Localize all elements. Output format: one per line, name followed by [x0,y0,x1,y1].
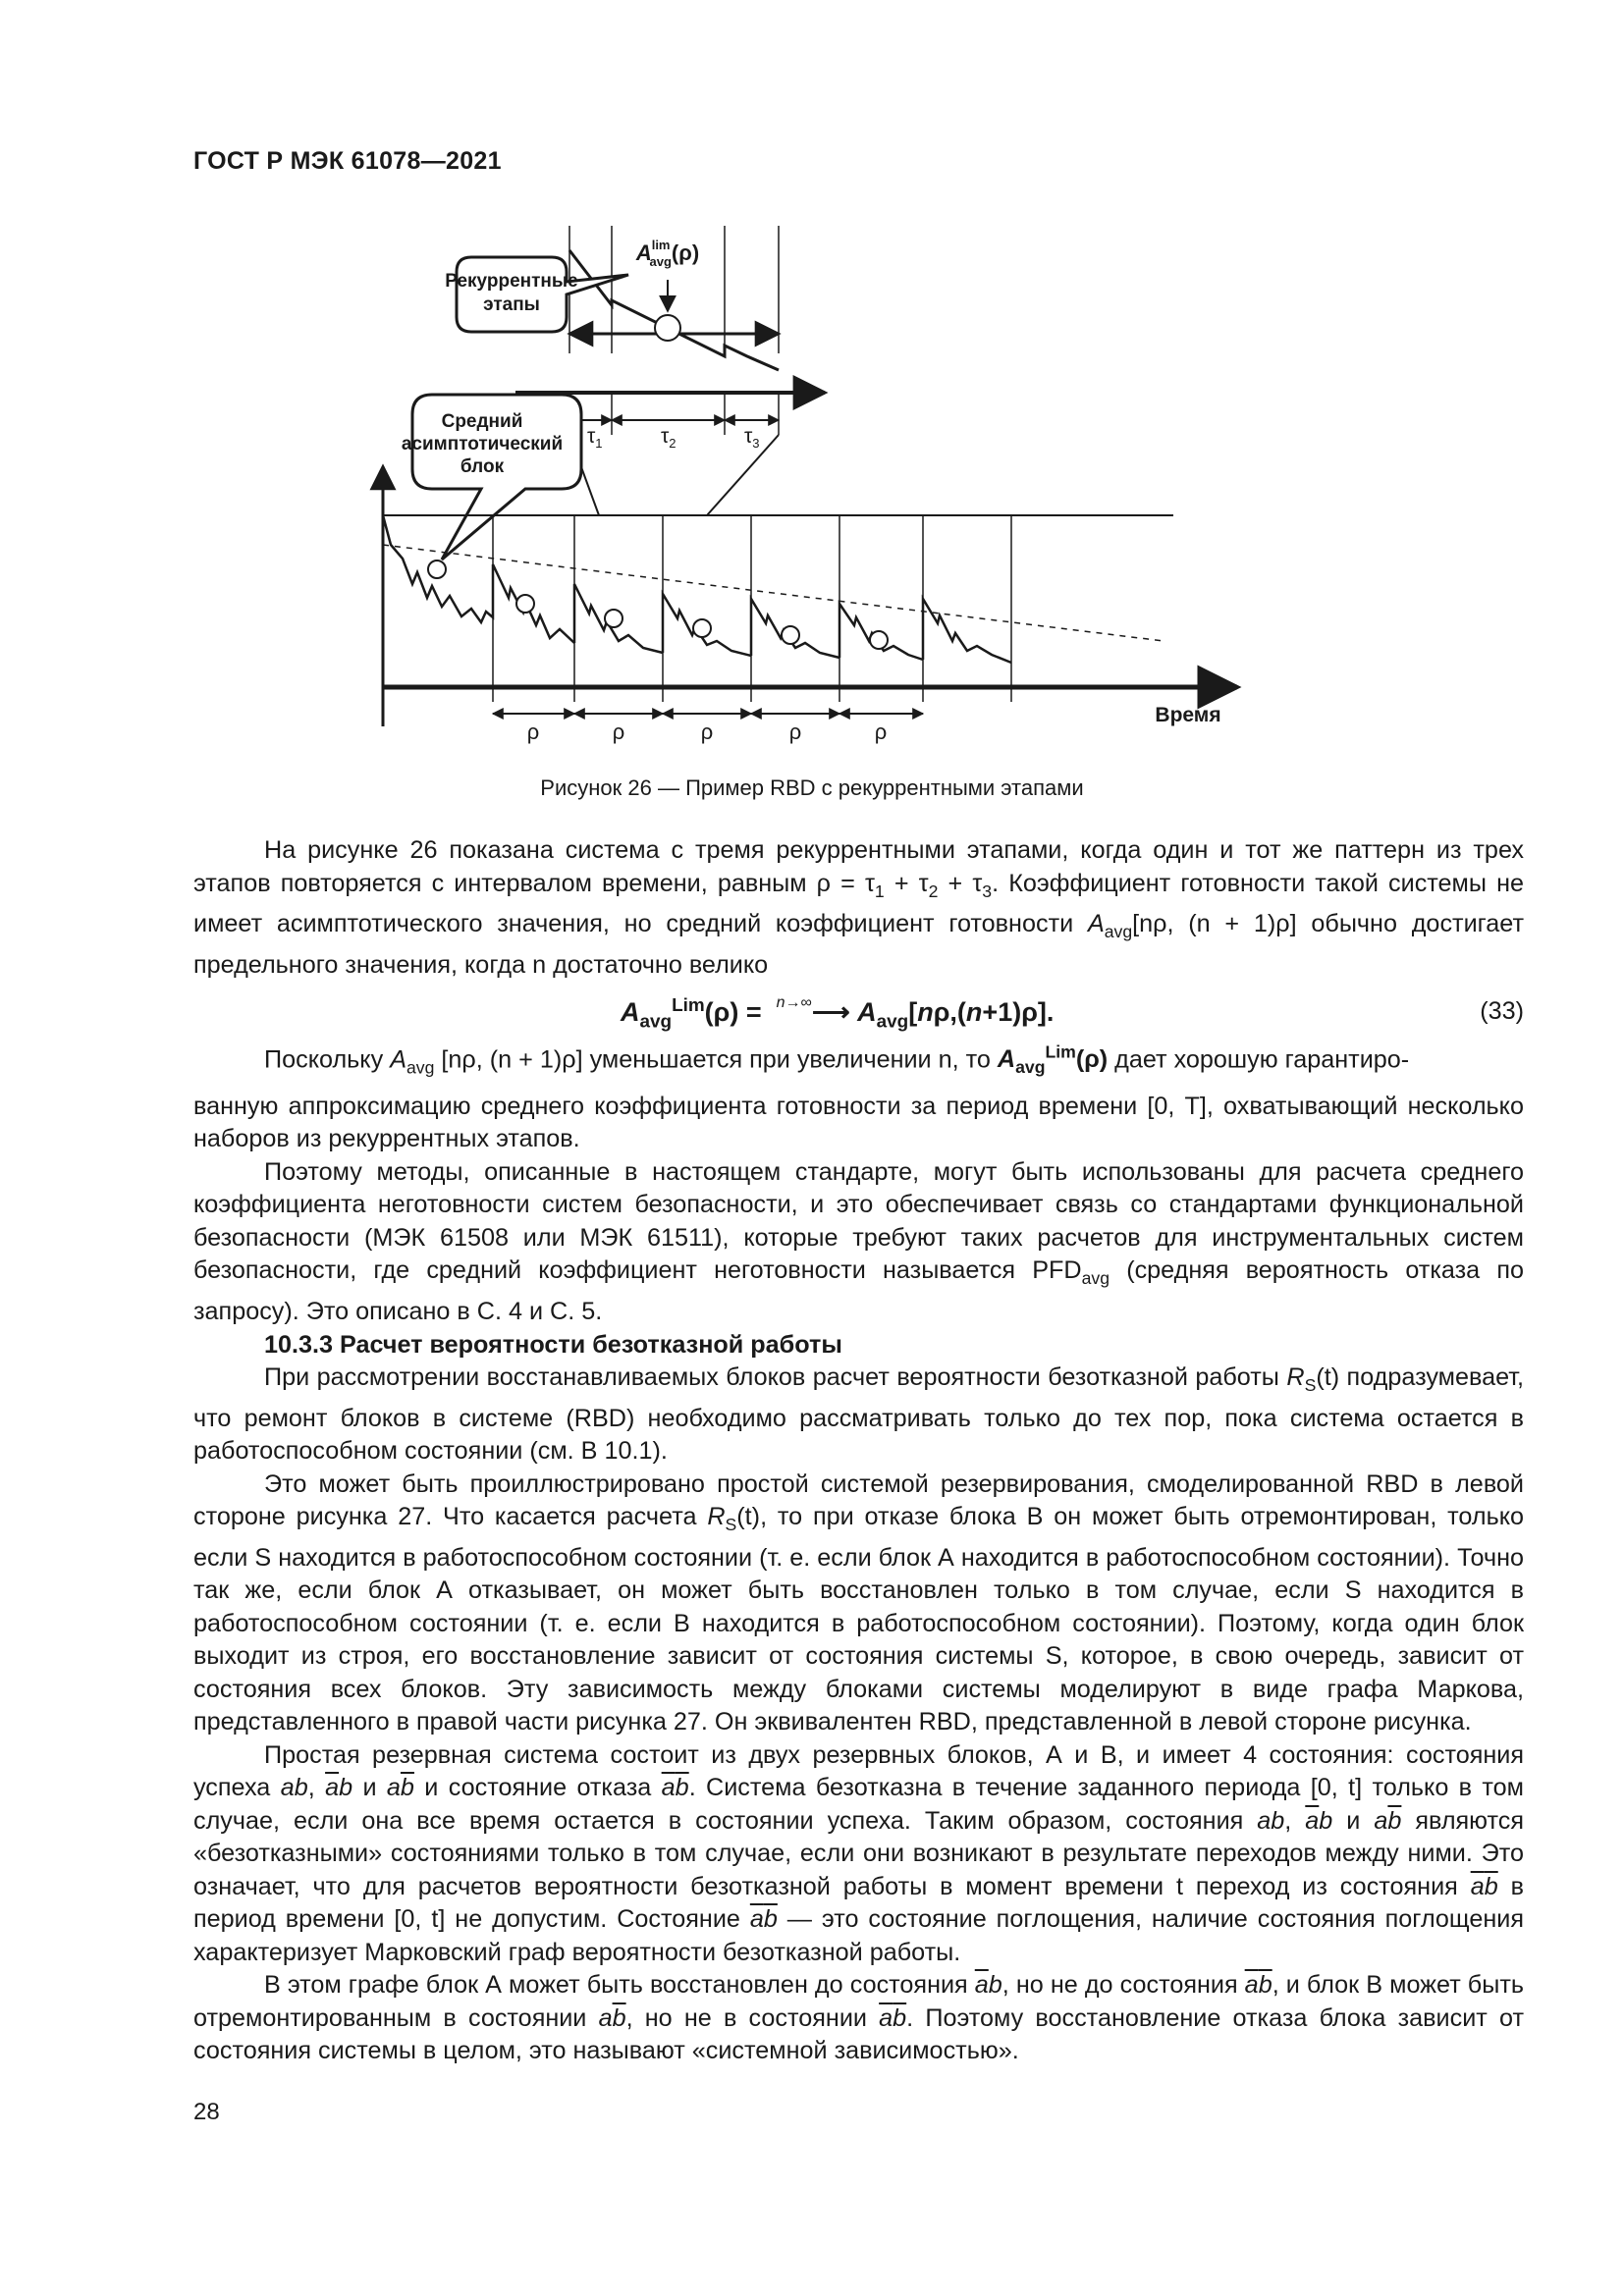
callout-recurrent-line-2: этапы [483,294,540,315]
callout-recurrent-phases [445,257,628,332]
paragraph-2: Поскольку $A_{avg}$ [nρ, (n + 1)ρ] уменьшается при увеличении n, то $A_{avg}^{Lim}(\rho)$ дает хорошую гарантиро- [264,1042,1410,1078]
rho-label-2: ρ [612,720,625,744]
figure-caption: Рисунок 26 — Пример RBD с рекуррентными этапами [540,775,1084,800]
figure-26-diagram [401,221,1247,766]
tau-2-label: $\tau_2$ [661,425,677,451]
formula-33 [193,986,1524,1033]
rho-label-3: ρ [700,720,714,744]
callout-asymptotic-block [402,395,581,560]
tau-labels [587,425,760,451]
paragraph-4: При рассмотрении восстанавливаемых блоков расчет вероятности безотказной работы $R_S(t)$ подразумевает, что ремонт блоков в системе (RBD) необходимо рассматривать только до тех пор, пока система остается в работоспособном состоянии (см. В 10.1). [193,1363,1524,1466]
paragraph-3: Поэтому методы, описанные в настоящем стандарте, могут быть использованы для расчета среднего коэффициента неготовности систем безопасности, и это обеспечивает связь со стандартами функциональной безопасности (МЭК 61508 или МЭК 61511), которые требуют таких расчетов для инструментальных систем безопасности, где средний коэффициент неготовности называется $PFD_{avg}$ (средняя вероятность отказа по запросу). Это описано в С. 4 и С. 5. [193,1157,1524,1326]
body-text [193,834,1524,2068]
callout-asymptotic-line-2: асимптотический [401,434,564,454]
document-header: ГОСТ Р МЭК 61078—2021 [193,147,502,175]
time-axis-label: Время [1155,704,1221,726]
tau-3-label: $\tau_3$ [744,425,760,451]
rho-label-4: ρ [788,720,802,744]
paragraph-7: В этом графе блок А может быть восстановлен до состояния $\overline{a}b$, но не до состояния $\overline{a}\overline{b}$, и блок В может быть отремонтированным в состоянии $a\overline{b}$, но не в состоянии $\overline{a}\overline{b}$. Поэтому восстановление отказа блока зависит от состояния системы в целом, это называют «системной зависимостью». [193,1971,1524,2065]
paragraph-2-cont: ванную аппроксимацию среднего коэффициента готовности за период времени [0, T], охватывающий несколько наборов из рекуррентных этапов. [193,1092,1524,1153]
figure-26 [401,221,1247,771]
callout-asymptotic-line-1: Средний [441,411,523,432]
limit-label: $A^{lim}$ avg(ρ) [635,238,700,269]
paragraph-1: На рисунке 26 показана система с тремя рекуррентными этапами, когда один и тот же паттерн из трех этапов повторяется с интервалом времени, равным $\rho = \tau_1 + \tau_2 + \tau_3$. Коэффициент готовности такой системы не имеет асимптотического значения, но средний коэффициент готовности $A_{avg}[n\rho$, (n + 1)ρ] обычно достигает предельного значения, когда n достаточно велико [193,836,1524,979]
availability-graph [383,466,1237,726]
formula-number: (33) [1480,997,1524,1026]
rho-label-5: ρ [874,720,888,744]
formula-expression: $A_{avg}^{Lim}(\rho)$ = $^{n\to\infty}$⟶ $A_{avg}[n\rho,(n+1)\rho]$. [621,994,1055,1033]
paragraph-6: Простая резервная система состоит из двух резервных блоков, А и В, и имеет 4 состояния: состояния успеха ab, $\overline{a}b$ и $a\overline{b}$ и состояние отказа $\overline{a}\overline{b}$. Система безотказна в течение заданного периода [0, t] только в том случае, если она все время остается в состоянии успеха. Таким образом, состояния ab, $\overline{a}b$ и $a\overline{b}$ являются «безотказными» состояниями только в том случае, если они возникают в результате переходов между ними. Это означает, что для расчетов вероятности безотказной работы в момент времени t переход из состояния $\overline{a}\overline{b}$ в период времени [0, t] не допустим. Состояние $\overline{a}\overline{b}$ — это состояние поглощения, наличие состояния поглощения характеризует Марковский граф вероятности безотказной работы. [193,1740,1524,1966]
rho-label-1: ρ [526,720,540,744]
page-number: 28 [193,2099,220,2125]
section-heading: 10.3.3 Расчет вероятности безотказной работы [264,1330,842,1359]
callout-asymptotic-line-3: блок [460,456,505,477]
paragraph-5: Это может быть проиллюстрировано простой системой резервирования, смоделированной RBD в левой стороне рисунка 27. Что касается расчета $R_S(t)$, то при отказе блока В он может быть отремонтирован, только если S находится в работоспособном состоянии (т. е. если блок А находится в работоспособном состоянии). Точно так же, если блок А отказывает, он может быть восстановлен только в том случае, если S находится в работоспособном состоянии (т. е. если В находится в работоспособном состоянии). Поэтому, когда один блок выходит из строя, его восстановление зависит от состояния системы S, которое, в свою очередь, зависит от состояния всех блоков. Эту зависимость между блоками системы моделируют в виде графа Маркова, представленного в правой части рисунка 27. Он эквивалентен RBD, представленной в левой стороне рисунка. [193,1469,1524,1736]
rho-labels [527,720,888,744]
callout-recurrent-line-1: Рекуррентные [445,271,578,292]
tau-1-label: $\tau_1$ [587,425,603,451]
